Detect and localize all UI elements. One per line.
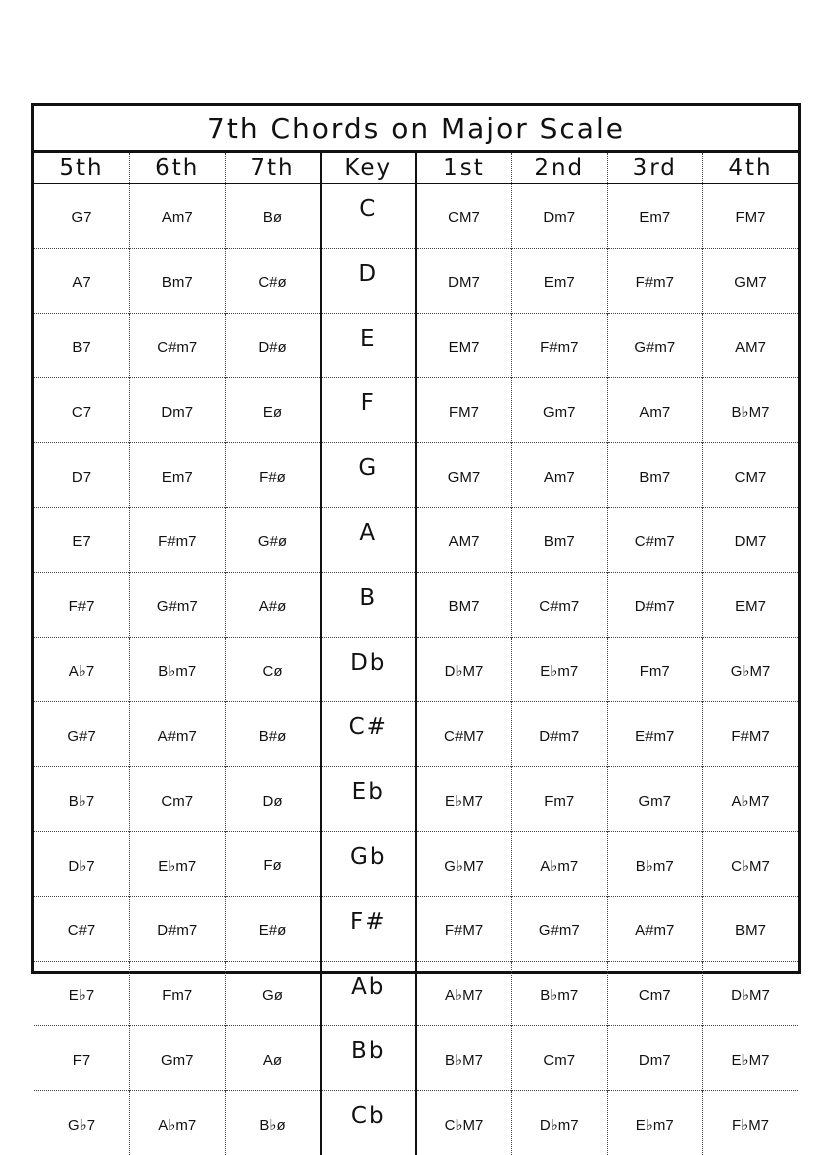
chord-cell: Aø	[225, 1026, 321, 1091]
key-cell: G	[321, 443, 417, 508]
chord-cell: Fm7	[512, 767, 608, 832]
chord-cell: Em7	[512, 248, 608, 313]
chord-cell: Gm7	[130, 1026, 226, 1091]
chord-cell: EM7	[703, 572, 799, 637]
table-row	[34, 961, 798, 1026]
chord-cell: Bm7	[607, 443, 703, 508]
chord-cell: G♭M7	[703, 637, 799, 702]
chord-cell: G7	[71, 209, 92, 227]
chord-cell: E#m7	[607, 702, 703, 767]
chord-cell: A♭7	[34, 637, 130, 702]
chord-cell: Fm7	[130, 961, 226, 1026]
chord-cell: A#m7	[607, 896, 703, 961]
chord-cell: Dø	[225, 767, 321, 832]
column-header-7: 4th	[703, 153, 799, 184]
column-header-4: 1st	[416, 153, 512, 184]
chord-cell: D7	[34, 443, 130, 508]
chord-cell: B♭M7	[416, 1026, 512, 1091]
key-cell: Db	[321, 637, 417, 702]
key-cell: B	[321, 572, 417, 637]
chord-cell: D#m7	[607, 572, 703, 637]
table-row	[34, 572, 798, 637]
chord-cell: Gm7	[512, 378, 608, 443]
chord-cell: D♭7	[34, 831, 130, 896]
key-cell: C#	[321, 702, 417, 767]
chord-cell: F7	[34, 1026, 130, 1091]
chord-cell: Em7	[130, 443, 226, 508]
table-row	[34, 443, 798, 508]
chord-cell: G♭7	[34, 1091, 130, 1155]
chord-cell: B♭ø	[225, 1091, 321, 1155]
chord-cell: E#ø	[225, 896, 321, 961]
chord-table	[34, 153, 798, 1155]
table-row	[34, 184, 798, 249]
chord-cell: DM7	[703, 507, 799, 572]
chord-cell: F#m7	[607, 248, 703, 313]
chord-cell: A#ø	[225, 572, 321, 637]
chord-cell: A♭m7	[512, 831, 608, 896]
chord-cell: C#m7	[130, 313, 226, 378]
chord-cell: D#m7	[130, 896, 226, 961]
chord-cell: A♭m7	[130, 1091, 226, 1155]
key-cell: Gb	[321, 831, 417, 896]
chord-cell: C#m7	[607, 507, 703, 572]
chord-cell: Cm7	[607, 961, 703, 1026]
chord-cell: D♭M7	[416, 637, 512, 702]
column-header-2: 7th	[225, 153, 321, 184]
table-row	[34, 378, 798, 443]
chord-cell: G#7	[34, 702, 130, 767]
chord-cell: E♭m7	[512, 637, 608, 702]
chord-cell: F#ø	[225, 443, 321, 508]
chord-cell: Dm7	[607, 1026, 703, 1091]
chord-cell: Bm7	[130, 248, 226, 313]
table-row	[34, 767, 798, 832]
chord-cell: C#7	[34, 896, 130, 961]
chord-cell: G♭M7	[416, 831, 512, 896]
key-cell: Ab	[321, 961, 417, 1026]
chord-table-body	[34, 184, 798, 1155]
chord-cell: Cø	[225, 637, 321, 702]
chord-cell: C7	[34, 378, 130, 443]
chord-cell: Bm7	[512, 507, 608, 572]
column-header-5: 2nd	[512, 153, 608, 184]
chord-cell: F♭M7	[703, 1091, 799, 1155]
chord-cell: G#m7	[130, 572, 226, 637]
chord-cell: F#M7	[703, 702, 799, 767]
chord-cell: E♭M7	[703, 1026, 799, 1091]
chord-cell: B♭M7	[703, 378, 799, 443]
chart-title: 7th Chords on Major Scale	[34, 106, 798, 153]
chord-cell: F#7	[34, 572, 130, 637]
header-row	[34, 153, 798, 184]
chord-cell: A7	[34, 248, 130, 313]
chord-cell: C#ø	[225, 248, 321, 313]
chord-cell: Cm7	[130, 767, 226, 832]
chord-cell: G#m7	[512, 896, 608, 961]
chord-cell: C♭M7	[703, 831, 799, 896]
chord-cell: C#M7	[416, 702, 512, 767]
chord-cell: Am7	[607, 378, 703, 443]
key-cell: D	[321, 248, 417, 313]
chord-cell: CM7	[416, 184, 512, 249]
chord-cell: AM7	[416, 507, 512, 572]
key-cell: C	[321, 184, 417, 249]
chord-cell: Dm7	[512, 184, 608, 249]
chord-cell: GM7	[416, 443, 512, 508]
chord-cell: F#M7	[416, 896, 512, 961]
table-row	[34, 702, 798, 767]
chord-cell: B#ø	[225, 702, 321, 767]
key-cell: F#	[321, 896, 417, 961]
table-row	[34, 831, 798, 896]
chord-cell: B7	[34, 313, 130, 378]
chord-cell: F#m7	[512, 313, 608, 378]
chord-cell: FM7	[703, 184, 799, 249]
chord-cell: G#m7	[607, 313, 703, 378]
chord-cell: Gm7	[607, 767, 703, 832]
chord-cell: GM7	[703, 248, 799, 313]
chord-cell: Dm7	[130, 378, 226, 443]
key-cell: Bb	[321, 1026, 417, 1091]
chord-cell: Em7	[607, 184, 703, 249]
chord-cell: BM7	[416, 572, 512, 637]
chord-cell: F#m7	[130, 507, 226, 572]
chord-cell: G#ø	[225, 507, 321, 572]
chord-cell: A♭M7	[703, 767, 799, 832]
chord-cell: DM7	[416, 248, 512, 313]
chord-cell: Fm7	[607, 637, 703, 702]
chord-cell: D♭m7	[512, 1091, 608, 1155]
column-header-3: Key	[321, 153, 417, 184]
chord-cell: A#m7	[130, 702, 226, 767]
key-cell: Cb	[321, 1091, 417, 1155]
chord-cell: Cm7	[512, 1026, 608, 1091]
table-row	[34, 1091, 798, 1155]
column-header-0: 5th	[34, 153, 130, 184]
table-row	[34, 637, 798, 702]
table-row	[34, 248, 798, 313]
column-header-1: 6th	[130, 153, 226, 184]
key-cell: A	[321, 507, 417, 572]
chord-cell: Eø	[225, 378, 321, 443]
chord-cell: D♭M7	[703, 961, 799, 1026]
chord-cell: CM7	[703, 443, 799, 508]
chord-cell: Gø	[225, 961, 321, 1026]
chord-cell: Am7	[512, 443, 608, 508]
column-header-6: 3rd	[607, 153, 703, 184]
chord-cell: Bø	[225, 184, 321, 249]
chord-cell: D#m7	[512, 702, 608, 767]
chord-cell: B♭m7	[607, 831, 703, 896]
chord-cell: B♭m7	[130, 637, 226, 702]
chord-cell: E7	[34, 507, 130, 572]
chord-cell: BM7	[703, 896, 799, 961]
chord-cell: E♭m7	[607, 1091, 703, 1155]
chord-cell: D#ø	[225, 313, 321, 378]
chord-cell: Fø	[225, 831, 321, 896]
table-row	[34, 313, 798, 378]
chord-cell: E♭7	[34, 961, 130, 1026]
table-row	[34, 507, 798, 572]
chord-cell: FM7	[416, 378, 512, 443]
chord-cell: B♭m7	[512, 961, 608, 1026]
table-row	[34, 1026, 798, 1091]
chord-chart	[31, 103, 801, 1135]
chord-cell: AM7	[703, 313, 799, 378]
chord-cell: A♭M7	[416, 961, 512, 1026]
chord-cell: B♭7	[34, 767, 130, 832]
chord-cell: E♭m7	[130, 831, 226, 896]
chord-cell: Am7	[130, 184, 226, 249]
key-cell: F	[321, 378, 417, 443]
chord-cell: E♭M7	[416, 767, 512, 832]
chord-cell: C#m7	[512, 572, 608, 637]
chord-cell: EM7	[416, 313, 512, 378]
table-row	[34, 896, 798, 961]
chord-cell: C♭M7	[416, 1091, 512, 1155]
key-cell: Eb	[321, 767, 417, 832]
key-cell: E	[321, 313, 417, 378]
